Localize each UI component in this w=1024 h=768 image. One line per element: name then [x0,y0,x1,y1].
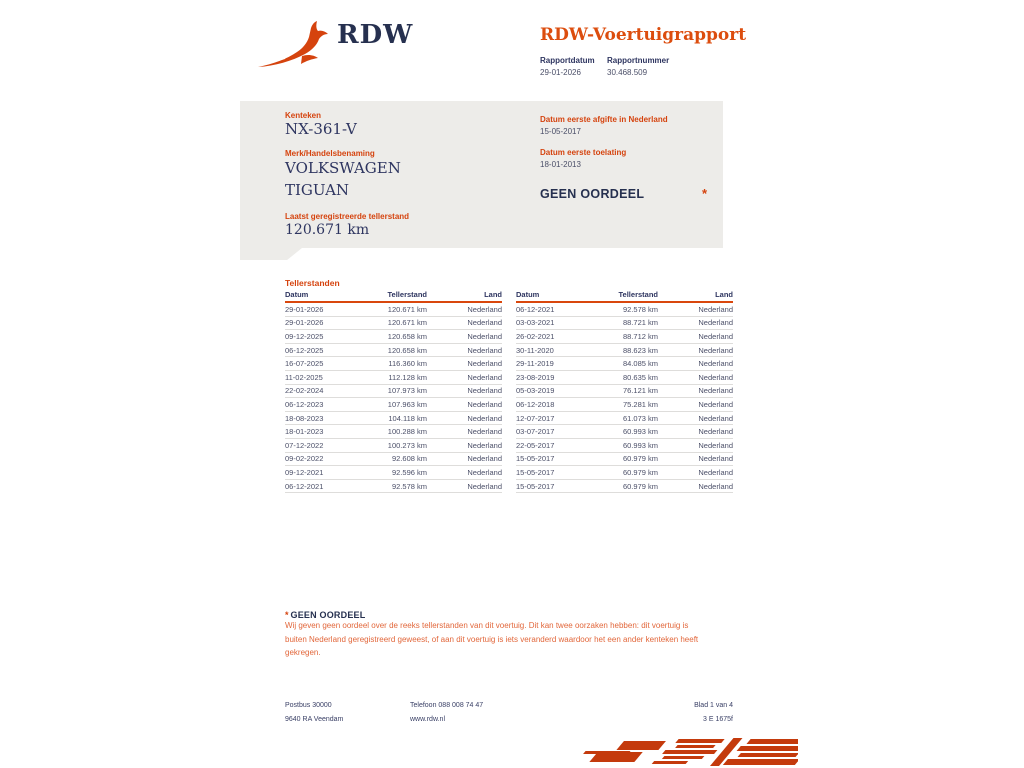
cell-tellerstand: 88.721 km [622,318,658,328]
kenteken-value: NX-361-V [285,120,357,138]
eerste-toelating-value: 18-01-2013 [540,160,581,169]
cell-tellerstand: 60.993 km [622,440,658,450]
cell-datum: 06-12-2021 [285,481,324,491]
tellerstand-value: 120.671 km [285,222,370,238]
cell-datum: 18-08-2023 [285,413,324,423]
cell-datum: 03-03-2021 [516,318,555,328]
cell-land: Nederland [467,454,502,464]
table-row [516,344,733,358]
table-row [285,330,502,344]
cell-tellerstand: 61.073 km [622,413,658,423]
column-header-datum: Datum [516,290,540,299]
cell-datum: 15-05-2017 [516,467,555,477]
footer-address-line2: 9640 RA Veendam [285,715,344,723]
cell-land: Nederland [698,454,733,464]
merk-value: VOLKSWAGEN [285,159,401,177]
table-row [285,412,502,426]
cell-land: Nederland [698,440,733,450]
table-row [285,480,502,494]
tellerstand-label: Laatst geregistreerde tellerstand [285,212,410,221]
cell-datum: 18-01-2023 [285,427,324,437]
table-row [285,439,502,453]
tellerstanden-section-title: Tellerstanden [285,278,340,288]
rdw-logo-text: RDW [337,20,414,50]
table-row [516,385,733,399]
cell-datum: 30-11-2020 [516,345,554,355]
table-row [285,317,502,331]
vehicle-summary-panel [240,101,723,248]
cell-tellerstand: 104.118 km [388,413,427,423]
table-row [285,453,502,467]
cell-datum: 06-12-2018 [516,399,555,409]
table-row [285,357,502,371]
table-row [516,317,733,331]
cell-datum: 07-12-2022 [285,440,324,450]
table-row [285,371,502,385]
cell-land: Nederland [698,413,733,423]
footnote-body-text: Wij geven geen oordeel over de reeks tellerstanden van dit voertuig. Dit kan twee oorzaken hebben: dit voertuig is buiten Nederland geregistreerd geweest, of aan dit voertuig is iets veranderd waardoor het een ander kenteken heeft gekregen. [285,621,699,657]
footer-page-column [600,702,733,729]
table-row [516,453,733,467]
column-header-land: Land [484,290,502,299]
cell-datum: 22-05-2017 [516,440,555,450]
cell-tellerstand: 88.623 km [622,345,658,355]
decorative-stripes-graphic [540,735,798,768]
cell-datum: 26-02-2021 [516,331,555,341]
cell-datum: 12-07-2017 [516,413,555,423]
table-row [516,357,733,371]
footnote-asterisk-marker: * [285,610,289,620]
table-row [516,330,733,344]
cell-land: Nederland [698,427,733,437]
table-row [285,385,502,399]
kenteken-label: Kenteken [285,111,322,120]
table-body [516,303,733,493]
cell-land: Nederland [698,304,733,314]
cell-tellerstand: 100.288 km [387,427,427,437]
footer-website-link[interactable]: www.rdw.nl [410,715,446,723]
table-row [516,412,733,426]
cell-tellerstand: 120.671 km [387,318,427,328]
cell-land: Nederland [467,372,502,382]
cell-land: Nederland [467,427,502,437]
table-row [285,344,502,358]
column-header-land: Land [715,290,733,299]
cell-land: Nederland [467,331,502,341]
cell-tellerstand: 116.360 km [388,359,427,369]
oordeel-verdict: GEEN OORDEEL [540,187,645,201]
cell-land: Nederland [467,345,502,355]
cell-datum: 11-02-2025 [285,372,323,382]
cell-datum: 15-05-2017 [516,454,555,464]
table-row [516,480,733,494]
cell-land: Nederland [698,386,733,396]
footnote-title: GEEN OORDEEL [290,610,366,620]
merk-label: Merk/Handelsbenaming [285,149,375,158]
cell-tellerstand: 76.121 km [622,386,658,396]
cell-land: Nederland [467,304,502,314]
report-number-label: Rapportnummer [607,56,670,65]
table-header [285,291,502,303]
oordeel-asterisk-marker: * [702,186,708,201]
cell-land: Nederland [698,481,733,491]
footer-contact-column [410,702,483,729]
panel-tail-shape [240,248,302,260]
column-header-tellerstand: Tellerstand [618,290,658,299]
eerste-afgifte-value: 15-05-2017 [540,127,581,136]
cell-land: Nederland [467,481,502,491]
cell-tellerstand: 84.085 km [622,359,658,369]
cell-datum: 22-02-2024 [285,386,324,396]
cell-tellerstand: 88.712 km [622,331,658,341]
table-row [285,303,502,317]
cell-tellerstand: 120.658 km [387,331,427,341]
report-date-label: Rapportdatum [540,56,595,65]
cell-tellerstand: 112.128 km [388,372,427,382]
footer-address-line1: Postbus 30000 [285,702,332,709]
cell-tellerstand: 92.596 km [391,467,427,477]
cell-land: Nederland [698,372,733,382]
cell-tellerstand: 60.979 km [622,454,658,464]
cell-tellerstand: 100.273 km [387,440,427,450]
cell-land: Nederland [698,399,733,409]
cell-land: Nederland [467,399,502,409]
report-number-value: 30.468.509 [607,68,648,77]
cell-tellerstand: 75.281 km [622,399,658,409]
table-header [516,291,733,303]
cell-datum: 29-01-2026 [285,304,324,314]
cell-land: Nederland [698,345,733,355]
cell-datum: 09-12-2025 [285,331,324,341]
cell-datum: 06-12-2021 [516,304,555,314]
cell-datum: 15-05-2017 [516,481,555,491]
cell-tellerstand: 107.973 km [387,386,427,396]
cell-datum: 06-12-2025 [285,345,324,355]
report-date-value: 29-01-2026 [540,68,581,77]
cell-datum: 03-07-2017 [516,427,555,437]
cell-datum: 06-12-2023 [285,399,324,409]
column-header-datum: Datum [285,290,309,299]
cell-land: Nederland [467,413,502,423]
cell-tellerstand: 107.963 km [387,399,427,409]
footer-form-code: 3 E 1675f [703,715,733,723]
cell-land: Nederland [467,440,502,450]
table-row [516,466,733,480]
cell-tellerstand: 120.671 km [387,304,427,314]
cell-tellerstand: 60.979 km [622,481,658,491]
cell-datum: 09-02-2022 [285,454,324,464]
footer-page-indicator: Blad 1 van 4 [694,702,733,709]
cell-land: Nederland [467,318,502,328]
cell-tellerstand: 60.979 km [622,467,658,477]
cell-land: Nederland [698,318,733,328]
cell-datum: 29-11-2019 [516,359,554,369]
cell-land: Nederland [467,467,502,477]
cell-tellerstand: 60.993 km [622,427,658,437]
cell-datum: 16-07-2025 [285,359,324,369]
cell-tellerstand: 92.608 km [391,454,427,464]
tellerstanden-table-right [516,291,733,493]
table-row [516,425,733,439]
table-row [516,439,733,453]
table-row [285,425,502,439]
eerste-afgifte-label: Datum eerste afgifte in Nederland [540,115,668,124]
footer-address-column [285,702,343,729]
cell-datum: 29-01-2026 [285,318,324,328]
table-row [285,398,502,412]
cell-datum: 23-08-2019 [516,372,555,382]
cell-land: Nederland [698,359,733,369]
cell-land: Nederland [467,359,502,369]
report-meta-labels [540,56,669,65]
cell-tellerstand: 92.578 km [622,304,658,314]
cell-land: Nederland [698,467,733,477]
report-meta-values [540,68,647,77]
page-title: RDW-Voertuigrapport [540,25,747,45]
column-header-tellerstand: Tellerstand [387,290,427,299]
cell-tellerstand: 92.578 km [391,481,427,491]
table-row [516,303,733,317]
handelsbenaming-value: TIGUAN [285,181,350,199]
table-row [285,466,502,480]
footer-phone: Telefoon 088 008 74 47 [410,702,484,709]
cell-tellerstand: 120.658 km [387,345,427,355]
cell-land: Nederland [698,331,733,341]
cell-datum: 09-12-2021 [285,467,324,477]
rdw-logo-bird-icon [256,20,332,70]
table-row [516,398,733,412]
cell-datum: 05-03-2019 [516,386,555,396]
cell-tellerstand: 80.635 km [622,372,658,382]
table-body [285,303,502,493]
tellerstanden-table-left [285,291,502,493]
eerste-toelating-label: Datum eerste toelating [540,148,627,157]
cell-land: Nederland [467,386,502,396]
table-row [516,371,733,385]
